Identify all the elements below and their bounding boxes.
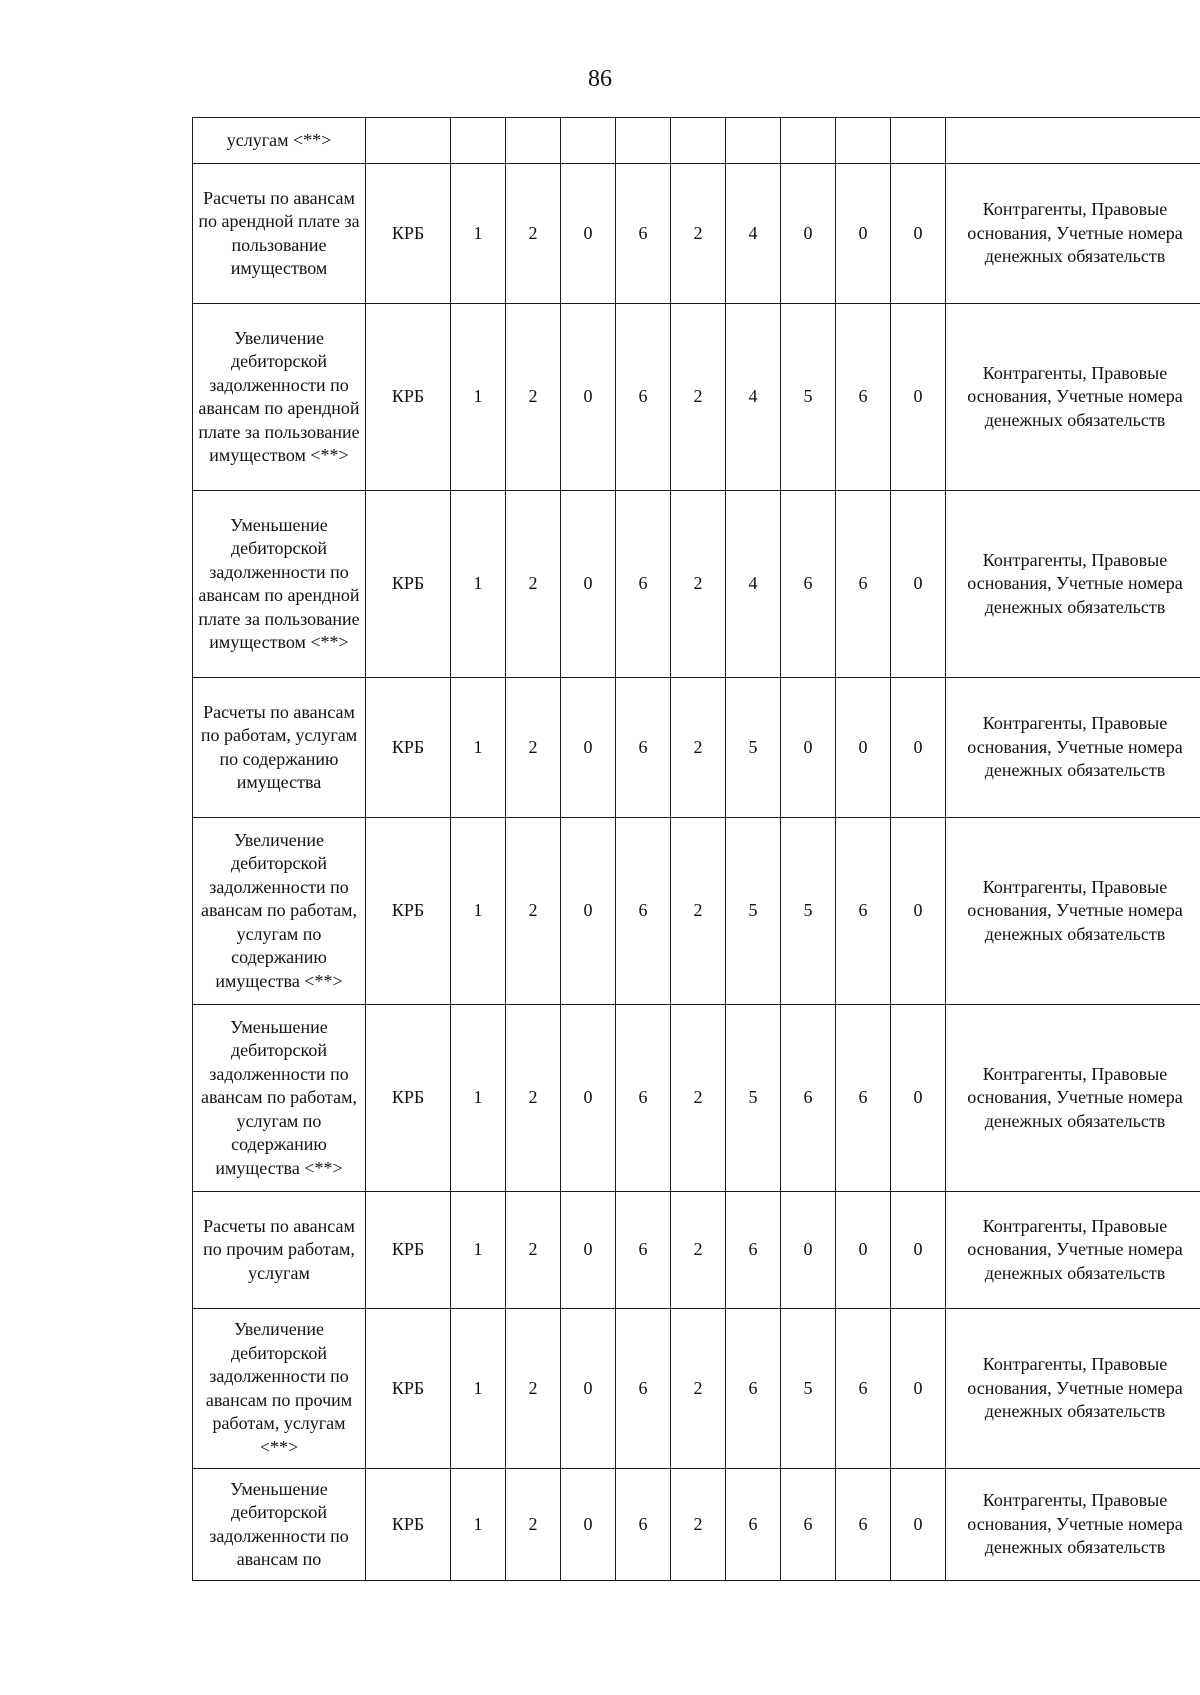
account-digit-cell: 0 [561, 1005, 616, 1192]
account-digit-cell: 0 [561, 678, 616, 818]
account-name-cell: услугам <**> [193, 118, 366, 164]
account-kind-cell: КРБ [366, 1192, 451, 1309]
page-number: 86 [588, 66, 612, 92]
account-digit-cell: 6 [616, 1309, 671, 1469]
account-digit-cell: 0 [891, 1469, 946, 1581]
account-digit-cell: 2 [506, 678, 561, 818]
account-digit-cell: 2 [506, 491, 561, 678]
account-kind-cell: КРБ [366, 164, 451, 304]
analytics-cell: Контрагенты, Правовые основания, Учетные номера денежных обязательств [946, 304, 1200, 491]
table-row [193, 1309, 1200, 1469]
account-digit-cell: 0 [836, 164, 891, 304]
account-digit-cell: 6 [836, 304, 891, 491]
analytics-cell: Контрагенты, Правовые основания, Учетные номера денежных обязательств [946, 818, 1200, 1005]
table-row [193, 678, 1200, 818]
account-digit-cell: 5 [726, 1005, 781, 1192]
account-kind-cell: КРБ [366, 491, 451, 678]
account-digit-cell: 1 [451, 1192, 506, 1309]
account-name-cell: Увеличение дебиторской задолженности по авансам по арендной плате за пользование имуществом <**> [193, 304, 366, 491]
account-kind-cell [366, 118, 451, 164]
account-digit-cell: 2 [506, 1005, 561, 1192]
account-digit-cell: 6 [836, 818, 891, 1005]
account-digit-cell: 2 [671, 1005, 726, 1192]
account-digit-cell: 6 [616, 1469, 671, 1581]
account-digit-cell: 0 [561, 1192, 616, 1309]
account-digit-cell: 2 [671, 1469, 726, 1581]
account-digit-cell: 0 [561, 491, 616, 678]
account-digit-cell: 2 [671, 1309, 726, 1469]
account-digit-cell [781, 118, 836, 164]
account-digit-cell: 0 [891, 304, 946, 491]
account-digit-cell [891, 118, 946, 164]
analytics-cell: Контрагенты, Правовые основания, Учетные номера денежных обязательств [946, 491, 1200, 678]
account-digit-cell: 0 [891, 491, 946, 678]
account-digit-cell [671, 118, 726, 164]
account-digit-cell: 1 [451, 491, 506, 678]
account-digit-cell: 6 [616, 1192, 671, 1309]
account-digit-cell: 6 [616, 164, 671, 304]
account-digit-cell: 0 [781, 1192, 836, 1309]
account-digit-cell: 4 [726, 164, 781, 304]
account-name-cell: Расчеты по авансам по работам, услугам по содержанию имущества [193, 678, 366, 818]
account-digit-cell: 5 [726, 678, 781, 818]
account-digit-cell: 0 [891, 818, 946, 1005]
table-row [193, 118, 1200, 164]
table-row [193, 164, 1200, 304]
account-name-cell: Уменьшение дебиторской задолженности по авансам по [193, 1469, 366, 1581]
analytics-cell: Контрагенты, Правовые основания, Учетные номера денежных обязательств [946, 1005, 1200, 1192]
account-name-cell: Расчеты по авансам по прочим работам, услугам [193, 1192, 366, 1309]
account-digit-cell: 1 [451, 304, 506, 491]
account-digit-cell: 6 [616, 678, 671, 818]
account-kind-cell: КРБ [366, 678, 451, 818]
account-digit-cell: 0 [836, 678, 891, 818]
account-digit-cell: 0 [891, 1309, 946, 1469]
account-digit-cell: 2 [671, 678, 726, 818]
account-digit-cell: 0 [891, 164, 946, 304]
account-digit-cell: 2 [671, 304, 726, 491]
account-digit-cell: 6 [616, 304, 671, 491]
account-digit-cell: 5 [781, 304, 836, 491]
account-digit-cell [561, 118, 616, 164]
account-digit-cell: 2 [506, 164, 561, 304]
account-digit-cell: 2 [671, 164, 726, 304]
account-digit-cell: 1 [451, 1469, 506, 1581]
account-name-cell: Увеличение дебиторской задолженности по авансам по работам, услугам по содержанию имущества <**> [193, 818, 366, 1005]
account-digit-cell: 0 [781, 678, 836, 818]
account-kind-cell: КРБ [366, 1309, 451, 1469]
account-digit-cell: 2 [506, 1309, 561, 1469]
account-digit-cell: 6 [781, 1469, 836, 1581]
account-digit-cell: 6 [726, 1309, 781, 1469]
account-digit-cell: 5 [781, 1309, 836, 1469]
account-digit-cell [616, 118, 671, 164]
accounts-table [192, 117, 1200, 1581]
table-row [193, 818, 1200, 1005]
account-digit-cell: 1 [451, 1309, 506, 1469]
account-digit-cell: 1 [451, 1005, 506, 1192]
account-digit-cell: 0 [891, 1005, 946, 1192]
account-digit-cell: 0 [891, 678, 946, 818]
account-digit-cell: 6 [616, 1005, 671, 1192]
account-digit-cell: 2 [671, 818, 726, 1005]
account-name-cell: Уменьшение дебиторской задолженности по авансам по арендной плате за пользование имуществом <**> [193, 491, 366, 678]
account-digit-cell: 0 [561, 1469, 616, 1581]
account-kind-cell: КРБ [366, 818, 451, 1005]
account-digit-cell: 0 [781, 164, 836, 304]
analytics-cell [946, 118, 1200, 164]
account-kind-cell: КРБ [366, 1469, 451, 1581]
account-digit-cell: 6 [781, 491, 836, 678]
account-digit-cell: 1 [451, 164, 506, 304]
account-digit-cell: 6 [616, 818, 671, 1005]
account-digit-cell: 6 [781, 1005, 836, 1192]
account-digit-cell: 0 [561, 164, 616, 304]
account-digit-cell: 2 [671, 491, 726, 678]
table-row [193, 1005, 1200, 1192]
account-digit-cell: 5 [726, 818, 781, 1005]
account-kind-cell: КРБ [366, 304, 451, 491]
account-digit-cell: 2 [506, 1469, 561, 1581]
account-digit-cell: 6 [616, 491, 671, 678]
account-digit-cell: 4 [726, 304, 781, 491]
account-digit-cell: 2 [506, 304, 561, 491]
analytics-cell: Контрагенты, Правовые основания, Учетные номера денежных обязательств [946, 1469, 1200, 1581]
account-digit-cell: 1 [451, 678, 506, 818]
account-digit-cell: 5 [781, 818, 836, 1005]
account-digit-cell: 0 [561, 1309, 616, 1469]
account-digit-cell: 0 [561, 818, 616, 1005]
account-digit-cell: 6 [836, 1005, 891, 1192]
account-digit-cell: 6 [836, 1469, 891, 1581]
account-digit-cell: 6 [726, 1192, 781, 1309]
account-digit-cell: 6 [836, 491, 891, 678]
account-digit-cell: 6 [836, 1309, 891, 1469]
account-digit-cell: 1 [451, 818, 506, 1005]
account-digit-cell: 2 [506, 1192, 561, 1309]
account-digit-cell: 6 [726, 1469, 781, 1581]
table-row [193, 1469, 1200, 1581]
analytics-cell: Контрагенты, Правовые основания, Учетные номера денежных обязательств [946, 1192, 1200, 1309]
account-kind-cell: КРБ [366, 1005, 451, 1192]
account-name-cell: Увеличение дебиторской задолженности по авансам по прочим работам, услугам <**> [193, 1309, 366, 1469]
account-digit-cell: 2 [671, 1192, 726, 1309]
account-digit-cell [836, 118, 891, 164]
account-digit-cell: 2 [506, 818, 561, 1005]
account-digit-cell: 0 [891, 1192, 946, 1309]
analytics-cell: Контрагенты, Правовые основания, Учетные номера денежных обязательств [946, 1309, 1200, 1469]
account-digit-cell: 0 [836, 1192, 891, 1309]
account-digit-cell: 4 [726, 491, 781, 678]
analytics-cell: Контрагенты, Правовые основания, Учетные номера денежных обязательств [946, 164, 1200, 304]
account-name-cell: Уменьшение дебиторской задолженности по авансам по работам, услугам по содержанию имущества <**> [193, 1005, 366, 1192]
table-row [193, 304, 1200, 491]
account-digit-cell [451, 118, 506, 164]
account-digit-cell: 0 [561, 304, 616, 491]
account-digit-cell [726, 118, 781, 164]
account-digit-cell [506, 118, 561, 164]
analytics-cell: Контрагенты, Правовые основания, Учетные номера денежных обязательств [946, 678, 1200, 818]
table-row [193, 1192, 1200, 1309]
table-row [193, 491, 1200, 678]
account-name-cell: Расчеты по авансам по арендной плате за пользование имуществом [193, 164, 366, 304]
